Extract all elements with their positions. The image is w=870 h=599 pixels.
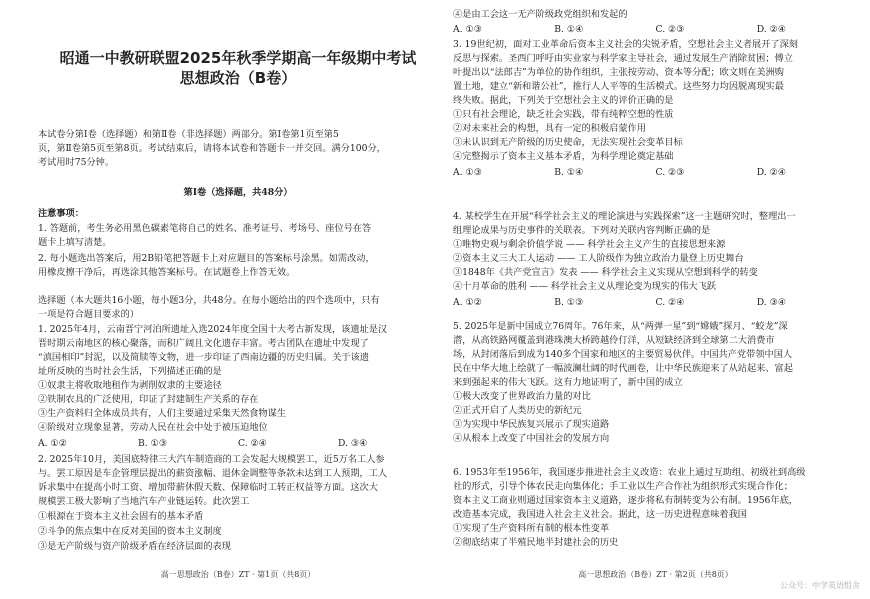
option-c: C. ②④: [238, 438, 268, 449]
question-line: 组理论成果与历史事件的关联表。下列对关联内容判断正确的是: [453, 225, 711, 236]
question-line: 址所反映的当时社会生活，下列描述正确的是: [38, 366, 222, 377]
option-b: B. ①③: [554, 297, 584, 308]
answer-options: [453, 23, 858, 36]
option-b: B. ①④: [554, 24, 584, 35]
question-line: ④从根本上改变了中国社会的发展方向: [453, 433, 610, 444]
question-line: 4. 某校学生在开展“科学社会主义的理论演进与实践探索”这一主题研究时，整理出一: [453, 211, 796, 222]
question-line: 5. 2025年是新中国成立76周年。76年来，从“两弹一星”到“嫦娥”探月、“蛟龙”深: [453, 321, 788, 332]
page-footer: 高一思想政治（B卷）ZT · 第1页（共8页）: [160, 570, 316, 579]
question-line: ③1848年《共产党宣言》发表 —— 科学社会主义实现从空想到科学的转变: [453, 267, 758, 278]
question-line: 2. 2025年10月，美国底特律三大汽车制造商的工会发起大规模罢工，近5万名工人参: [38, 454, 385, 465]
mc-intro-line: 选择题（本大题共16小题，每小题3分，共48分。在每小题给出的四个选项中，只有: [38, 295, 380, 306]
question-line: ④十月革命的胜利 —— 科学社会主义从理论变为现实的伟大飞跃: [453, 281, 717, 292]
question-line: 3. 19世纪初，面对工业革命后资本主义社会的尖锐矛盾，空想社会主义者展开了深刻: [453, 39, 798, 50]
option-a: A. ①②: [38, 438, 67, 449]
question-line: ②正式开启了人类历史的新纪元: [453, 405, 582, 416]
answer-options: [38, 437, 438, 450]
question-line: ①极大改变了世界政治力量的对比: [453, 391, 591, 402]
question-line: ①根源在于资本主义社会固有的基本矛盾: [38, 511, 204, 522]
question-line: 叶提出以“法郎吉”为单位的协作组织，主张按劳动、资本等分配；欧文则在美洲购: [453, 67, 784, 78]
question-line: 规模罢工极大影响了当地汽车产业链运转。此次罢工: [38, 496, 250, 507]
question-line: 社的形式，引导个体农民走向集体化；手工业以生产合作社为组织形式实现合作化；: [453, 481, 793, 492]
answer-options: [453, 296, 858, 309]
notes-title: 注意事项：: [38, 208, 84, 219]
option-d: D. ③④: [338, 438, 368, 449]
intro-line: 本试卷分第Ⅰ卷（选择题）和第Ⅱ卷（非选择题）两部分。第Ⅰ卷第1页至第5: [38, 129, 339, 140]
section-title: 第Ⅰ卷（选择题，共48分）: [183, 187, 293, 198]
option-b: B. ①③: [138, 438, 168, 449]
question-line: 诉求集中在提高小时工资、增加带薪休假天数、保障临时工转正权益等方面。这次大: [38, 482, 378, 493]
question-line: “滇国相印”封泥，以及简牍等文物，进一步印证了西南边疆的历史归属。关于该遗: [38, 352, 369, 363]
question-line: 置土地，建立“新和谐公社”，推行人人平等的生活模式。这些努力均因脱离现实最: [453, 81, 784, 92]
question-line: ①唯物史观与剩余价值学说 —— 科学社会主义产生的直接思想来源: [453, 239, 726, 250]
question-line: 晋时期云南地区的核心聚落，而积广阔且文化遗存丰富。考古团队在遗址中发现了: [38, 338, 369, 349]
question-line: ①实现了生产资料所有制的根本性变革: [453, 523, 610, 534]
question-line: ③未认识到无产阶级的历史使命，无法实现社会变革目标: [453, 137, 683, 148]
note-line: 题卡上填写清楚。: [38, 237, 112, 248]
question-line: ④完整揭示了资本主义基本矛盾，为科学理论奠定基础: [453, 151, 674, 162]
intro-line: 页，第Ⅱ卷第5页至第8页。考试结束后，请将本试卷和答题卡一并交回。满分100分，: [38, 143, 386, 154]
option-d: D. ②④: [756, 167, 787, 178]
question-line: ①只有社会理论，缺乏社会实践，带有纯粹空想的性质: [453, 109, 674, 120]
question-line: 资本主义工商业则通过国家资本主义道路，逐步将私有制转变为公有制。1956年底，: [453, 495, 798, 506]
option-c: C. ②④: [655, 297, 685, 308]
question-line: ③生产资料归全体成员共有，人们主要通过采集天然食物谋生: [38, 408, 287, 419]
question-line: ④阶级对立现象显著，劳动人民在社会中处于被压迫地位: [38, 422, 268, 433]
note-line: 2. 每小题选出答案后，用2B铅笔把答题卡上对应题目的答案标号涂黑。如需改动，: [38, 253, 375, 264]
note-line: 1. 答题前，考生务必用黑色碳素笔将自己的姓名、准考证号、考场号、座位号在答: [38, 223, 372, 234]
answer-options: [453, 166, 858, 179]
question-line: 与。罢工原因是车企管理层提出的薪资涨幅、退休金调整等条款未达到工人预期，工人: [38, 468, 388, 479]
question-line: 改造基本完成，我国进入社会主义社会。据此，这一历史进程意味着我国: [453, 509, 747, 520]
question-line: 6. 1953年至1956年，我国逐步推进社会主义改造：农业上通过互助组、初级社到高级: [453, 467, 806, 478]
question-line: 潜，从高铁路网覆盖到港珠澳大桥跨越伶仃洋，从短缺经济到全球第二大消费市: [453, 335, 775, 346]
option-c: C. ②③: [655, 24, 685, 35]
question-line: ②铁制农具的广泛使用，印证了封建制生产关系的存在: [38, 394, 259, 405]
question-line: ④是由工会这一无产阶级政党组织和发起的: [453, 9, 628, 20]
exam-title: 昭通一中教研联盟2025年秋季学期高一年级期中考试: [59, 49, 417, 67]
question-line: 终失败。据此，下列关于空想社会主义的评价正确的是: [453, 95, 674, 106]
mc-intro-line: 一项是符合题目要求的）: [38, 309, 140, 320]
note-line: 用橡皮擦干净后，再选涂其他答案标号。在试题卷上作答无效。: [38, 267, 296, 278]
question-line: 场，从封闭落后到成为140多个国家和地区的主要贸易伙伴。中国共产党带领中国人: [453, 349, 793, 360]
question-line: 来到强起来的伟大飞跃。这有力地证明了，新中国的成立: [453, 377, 683, 388]
page-footer: 高一思想政治（B卷）ZT · 第2页（共8页）: [578, 570, 733, 579]
question-line: 反思与探索。圣西门呼吁由实业家与科学家主导社会，通过发展生产消除贫困；傅立: [453, 53, 793, 64]
option-c: C. ②③: [655, 167, 685, 178]
question-line: ②对未来社会的构想，具有一定的积极启蒙作用: [453, 123, 646, 134]
question-line: ②资本主义三大工人运动 —— 工人阶级作为独立政治力量登上历史舞台: [453, 253, 744, 264]
question-line: ②彻底结束了半殖民地半封建社会的历史: [453, 537, 619, 548]
question-line: ②斗争的焦点集中在反对美国的资本主义制度: [38, 526, 222, 537]
option-a: A. ①③: [453, 24, 482, 35]
question-line: ③是无产阶级与资产阶级矛盾在经济层面的表现: [38, 541, 231, 552]
option-b: B. ①④: [554, 167, 584, 178]
exam-subtitle: 思想政治（B卷）: [179, 69, 297, 87]
question-line: 民在中华大地上绘就了一幅波澜壮阔的时代画卷，让中华民族迎来了从站起来、富起: [453, 363, 793, 374]
option-d: D. ③④: [756, 297, 787, 308]
left-column: [38, 0, 438, 599]
question-line: 1. 2025年4月，云南晋宁河泊所遗址入选2024年度全国十大考古新发现，该遗址是汉: [38, 324, 388, 335]
question-line: ③为实现中华民族复兴展示了现实道路: [453, 419, 610, 430]
right-column: [453, 0, 858, 599]
question-line: ①奴隶主将收取地租作为剥削奴隶的主要途径: [38, 380, 222, 391]
option-d: D. ②④: [756, 24, 787, 35]
watermark-text: 公众号：中学英语组舍: [780, 581, 860, 590]
option-a: A. ①③: [453, 167, 482, 178]
option-a: A. ①②: [453, 297, 482, 308]
intro-line: 考试用时75分钟。: [38, 157, 115, 168]
